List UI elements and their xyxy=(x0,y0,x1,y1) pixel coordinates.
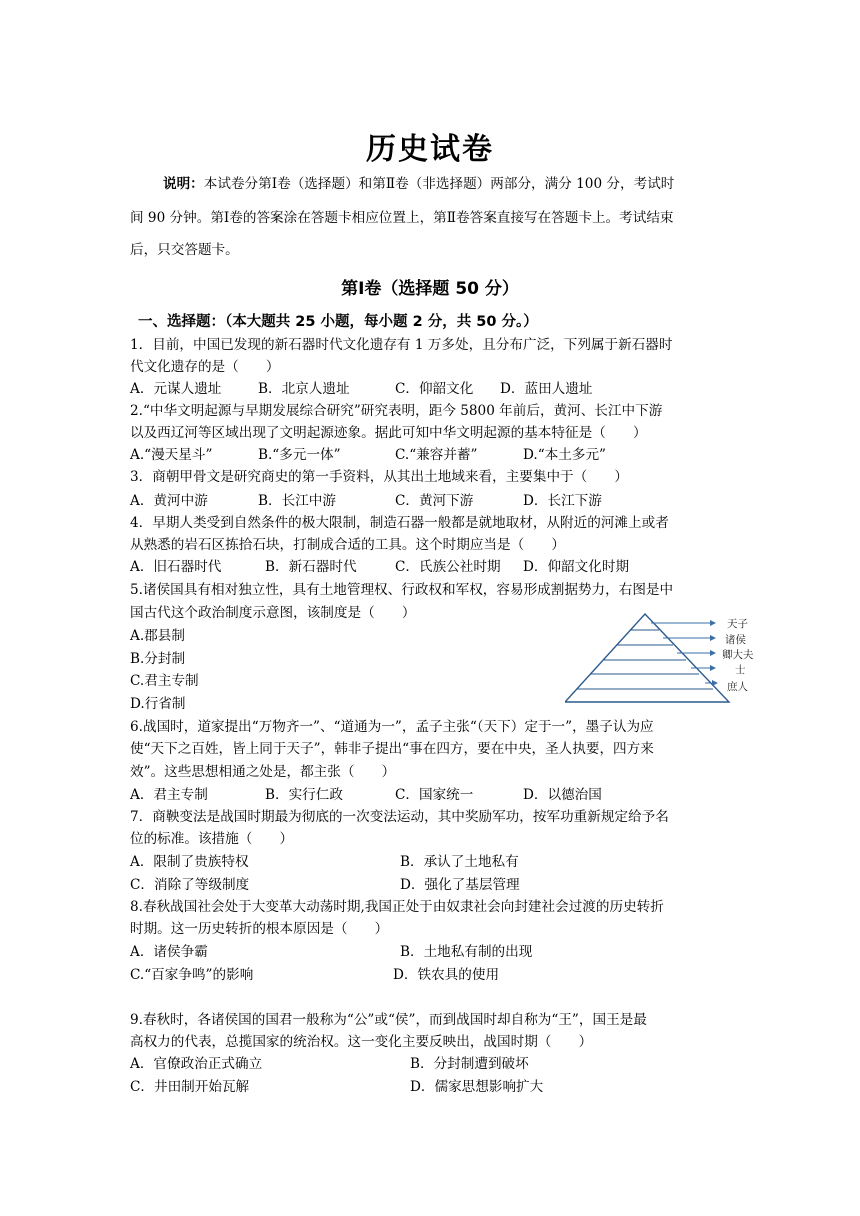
instructions-line-3: 后，只交答题卡。 xyxy=(130,242,239,258)
question-text: 6.战国时，道家提出“万物齐一”、“道通为一”，孟子主张“（天下）定于一”，墨子认为应 xyxy=(130,719,654,735)
option-d[interactable]: D.“本土多元” xyxy=(523,447,607,463)
option-c[interactable]: C．井田制开始瓦解 xyxy=(130,1079,250,1095)
question-text: 高权力的代表，总揽国家的统治权。这一变化主要反映出，战国时期（ ） xyxy=(130,1034,593,1050)
instructions-line-1: 本试卷分第Ⅰ卷（选择题）和第Ⅱ卷（非选择题）两部分，满分 100 分，考试时 xyxy=(203,176,675,192)
diagram-label-tianzi: 天子 xyxy=(727,618,748,630)
option-d[interactable]: D．仰韶文化时期 xyxy=(523,559,630,575)
option-d[interactable]: D．强化了基层管理 xyxy=(400,877,520,893)
option-b[interactable]: B.分封制 xyxy=(130,651,186,667)
question-text: 5.诸侯国具有相对独立性，具有土地管理权、行政权和军权，容易形成割据势力，右图是中 xyxy=(130,582,674,598)
option-a[interactable]: A．旧石器时代 xyxy=(130,559,222,575)
option-b[interactable]: B．分封制遭到破坏 xyxy=(410,1056,529,1072)
option-b[interactable]: B．北京人遗址 xyxy=(258,381,350,397)
feudal-hierarchy-diagram xyxy=(565,612,765,704)
option-c[interactable]: C.“百家争鸣”的影响 xyxy=(130,967,254,983)
question-text: 8.春秋战国社会处于大变革大动荡时期,我国正处于由奴隶社会向封建社会过渡的历史转折 xyxy=(130,899,664,915)
option-c[interactable]: C．国家统一 xyxy=(395,787,474,803)
option-b[interactable]: B．长江中游 xyxy=(258,493,336,509)
question-text: 使“天下之百姓，皆上同于天子”，韩非子提出“事在四方，要在中央，圣人执要，四方来 xyxy=(130,741,654,757)
question-text: 4．早期人类受到自然条件的极大限制，制造石器一般都是就地取材，从附近的河滩上或者 xyxy=(130,515,669,531)
question-text: 时期。这一历史转折的根本原因是（ ） xyxy=(130,921,389,937)
option-d[interactable]: D．蓝田人遗址 xyxy=(500,381,593,397)
page-title: 历史试卷 xyxy=(366,132,494,167)
option-c[interactable]: C.“兼容并蓄” xyxy=(395,447,478,463)
question-text: 以及西辽河等区域出现了文明起源迹象。据此可知中华文明起源的基本特征是（ ） xyxy=(130,425,647,441)
part-heading: 一、选择题：（本大题共 25 小题，每小题 2 分，共 50 分。） xyxy=(138,314,538,330)
option-c[interactable]: C．消除了等级制度 xyxy=(130,877,250,893)
option-c[interactable]: C．黄河下游 xyxy=(395,493,474,509)
option-c[interactable]: C.君主专制 xyxy=(130,673,199,689)
option-a[interactable]: A.“漫天星斗” xyxy=(130,447,213,463)
option-b[interactable]: B．新石器时代 xyxy=(265,559,357,575)
question-text: 2.“中华文明起源与早期发展综合研究”研究表明，距今 5800 年前后，黄河、长江中下游 xyxy=(130,403,663,419)
option-d[interactable]: D．长江下游 xyxy=(523,493,602,509)
option-a[interactable]: A．元谋人遗址 xyxy=(130,381,222,397)
option-d[interactable]: D．以德治国 xyxy=(523,787,602,803)
question-text: 1．目前，中国已发现的新石器时代文化遗存有 1 万多处，且分布广泛，下列属于新石器时 xyxy=(130,337,673,353)
question-text: 9.春秋时，各诸侯国的国君一般称为“公”或“侯”，而到战国时却自称为“王”，国王是最 xyxy=(130,1012,647,1028)
option-a[interactable]: A.郡县制 xyxy=(130,628,185,644)
option-d[interactable]: D．铁农具的使用 xyxy=(393,967,500,983)
question-text: 代文化遗存的是（ ） xyxy=(130,359,280,375)
option-c[interactable]: C．氏族公社时期 xyxy=(395,559,501,575)
diagram-label-qingdafu: 卿大夫 xyxy=(722,649,754,661)
option-a[interactable]: A．黄河中游 xyxy=(130,493,208,509)
option-c[interactable]: C．仰韶文化 xyxy=(395,381,474,397)
question-text: 3．商朝甲骨文是研究商史的第一手资料，从其出土地域来看，主要集中于（ ） xyxy=(130,469,629,485)
option-d[interactable]: D.行省制 xyxy=(130,696,186,712)
option-b[interactable]: B.“多元一体” xyxy=(258,447,341,463)
option-b[interactable]: B．承认了土地私有 xyxy=(400,854,519,870)
section-title: 第Ⅰ卷（选择题 50 分） xyxy=(341,279,519,299)
option-d[interactable]: D．儒家思想影响扩大 xyxy=(410,1079,544,1095)
option-b[interactable]: B．实行仁政 xyxy=(265,787,343,803)
diagram-label-shuren: 庶人 xyxy=(727,681,748,693)
instructions-line-2: 间 90 分钟。第Ⅰ卷的答案涂在答题卡相应位置上，第Ⅱ卷答案直接写在答题卡上。考试结束 xyxy=(130,210,674,226)
question-text: 效”。这些思想相通之处是，都主张（ ） xyxy=(130,764,396,780)
question-text: 位的标准。该措施（ ） xyxy=(130,831,294,847)
instructions-label: 说明： xyxy=(163,176,204,192)
option-a[interactable]: A．限制了贵族特权 xyxy=(130,854,249,870)
diagram-label-shi: 士 xyxy=(735,664,746,676)
diagram-label-zhuhou: 诸侯 xyxy=(725,634,746,646)
option-a[interactable]: A．官僚政治正式确立 xyxy=(130,1056,263,1072)
option-a[interactable]: A．诸侯争霸 xyxy=(130,944,208,960)
question-text: 7．商鞅变法是战国时期最为彻底的一次变法运动，其中奖励军功，按军功重新规定给予名 xyxy=(130,809,669,825)
question-text: 国古代这个政治制度示意图，该制度是（ ） xyxy=(130,605,416,621)
question-text: 从熟悉的岩石区拣拾石块，打制成合适的工具。这个时期应当是（ ） xyxy=(130,537,565,553)
option-b[interactable]: B．土地私有制的出现 xyxy=(400,944,533,960)
option-a[interactable]: A．君主专制 xyxy=(130,787,208,803)
